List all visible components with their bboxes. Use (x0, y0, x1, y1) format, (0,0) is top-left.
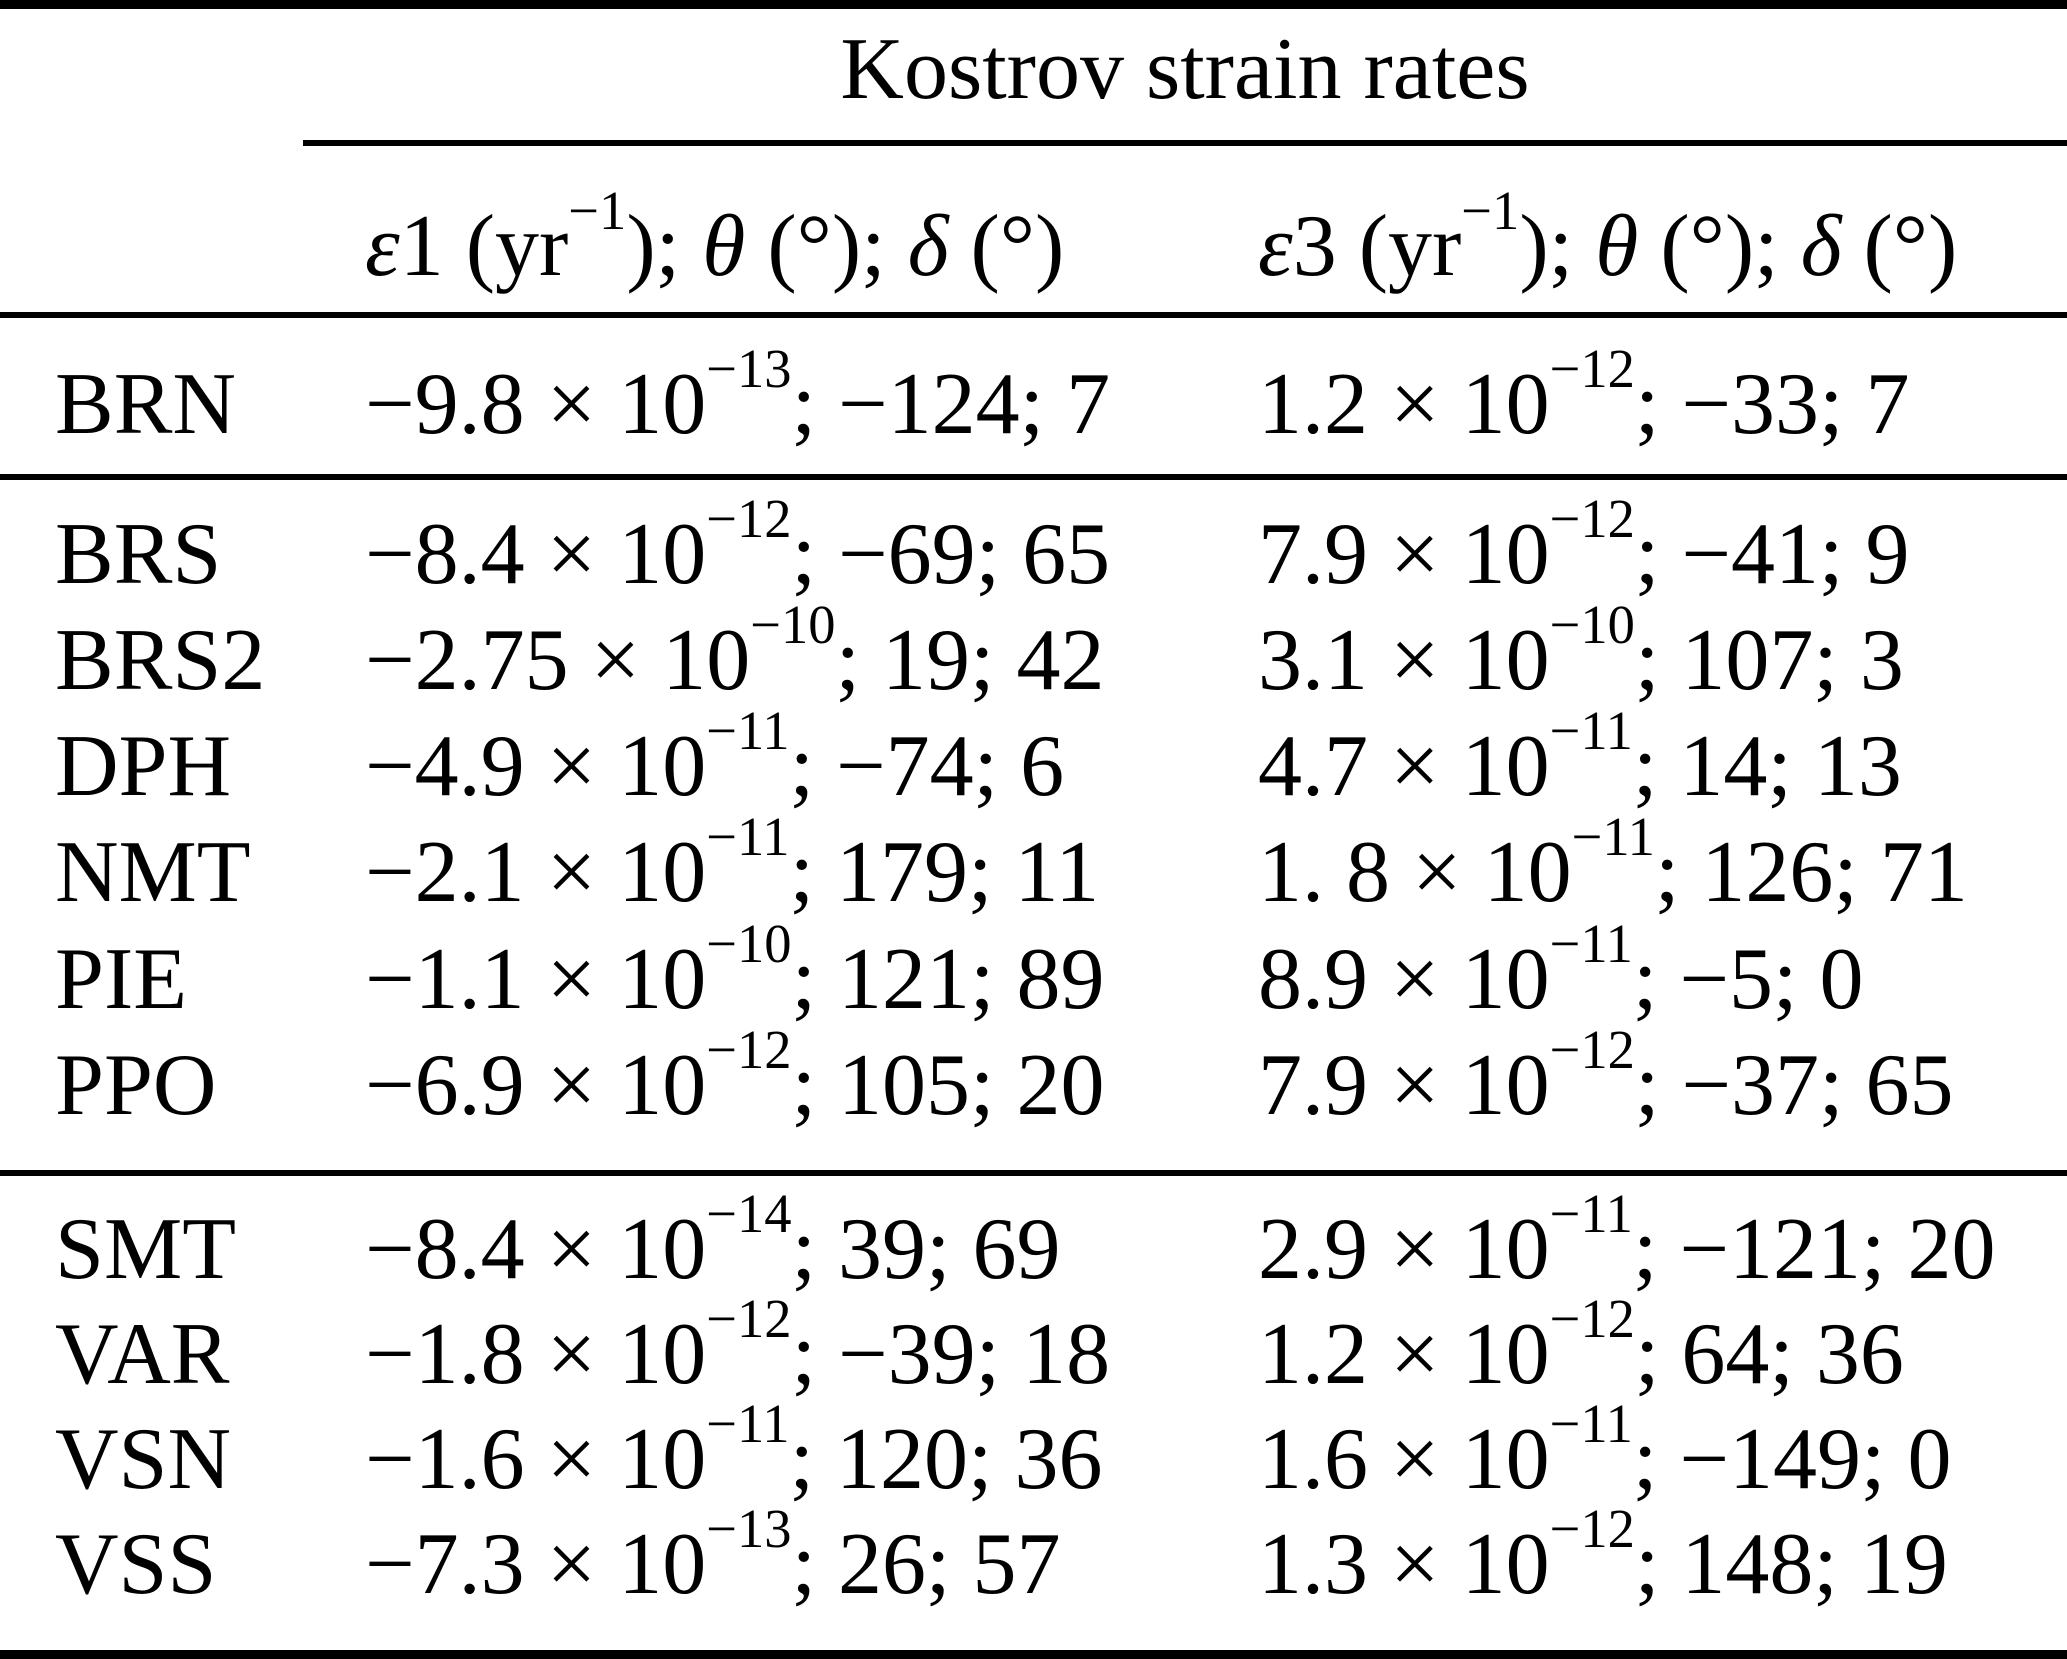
theta-degree-unit: (°); (745, 198, 908, 295)
value-angles: ; −121; 20 (1632, 1201, 1996, 1298)
value-exponent: −12 (1549, 1497, 1635, 1559)
value-exponent: −10 (750, 593, 836, 655)
e3-value (1258, 1392, 1952, 1508)
value-exponent: −12 (706, 487, 792, 549)
station-code: VAR (55, 1306, 230, 1403)
value-mantissa: 3.1 × 10 (1258, 612, 1550, 709)
epsilon1-symbol: ε (365, 198, 400, 295)
delta-degree-unit: (°) (948, 198, 1065, 295)
theta-symbol: θ (702, 198, 746, 295)
e3-value (1258, 805, 1968, 921)
value-angles: ; −149; 0 (1632, 1411, 1952, 1508)
value-angles: ; 107; 3 (1634, 612, 1904, 709)
e1-value (365, 337, 1111, 453)
value-angles: ; 19; 42 (835, 612, 1105, 709)
e3-separator: ); (1519, 198, 1596, 295)
delta-symbol: δ (1800, 198, 1842, 295)
value-mantissa: 8.9 × 10 (1258, 931, 1550, 1028)
delta-degree-unit: (°) (1841, 198, 1958, 295)
value-exponent: −11 (1571, 805, 1655, 867)
theta-degree-unit: (°); (1638, 198, 1801, 295)
value-mantissa: −7.3 × 10 (365, 1516, 707, 1613)
value-angles: ; 121; 89 (791, 931, 1105, 1028)
value-mantissa: 1.2 × 10 (1258, 1306, 1550, 1403)
value-exponent: −11 (706, 699, 790, 761)
e1-value (365, 1287, 1111, 1403)
value-angles: ; −33; 7 (1634, 356, 1910, 453)
value-mantissa: −1.6 × 10 (365, 1411, 707, 1508)
station-code: PIE (55, 931, 187, 1028)
value-angles: ; 14; 13 (1632, 718, 1902, 815)
value-mantissa: 4.7 × 10 (1258, 718, 1550, 815)
table-title: Kostrov strain rates (840, 21, 1530, 118)
value-exponent: −11 (706, 805, 790, 867)
value-angles: ; 39; 69 (791, 1201, 1061, 1298)
rule-section-2 (0, 1170, 2067, 1176)
e1-value (365, 699, 1065, 815)
e3-unit-exponent: −1 (1461, 179, 1520, 241)
e1-value (365, 805, 1100, 921)
e3-unit-prefix: 3 (yr (1292, 198, 1462, 295)
e3-value (1258, 912, 1864, 1028)
e3-value (1258, 1182, 1996, 1298)
e1-value (365, 1392, 1103, 1508)
value-mantissa: −9.8 × 10 (365, 356, 707, 453)
value-angles: ; −41; 9 (1634, 506, 1910, 603)
station-code: PPO (55, 1037, 217, 1134)
col-header-e1 (365, 179, 1065, 295)
value-angles: ; −39; 18 (791, 1306, 1111, 1403)
e3-value (1258, 699, 1902, 815)
e1-unit-prefix: 1 (yr (399, 198, 569, 295)
value-angles: ; 126; 71 (1654, 824, 1968, 921)
value-exponent: −12 (706, 1287, 792, 1349)
value-angles: ; 26; 57 (791, 1516, 1061, 1613)
value-exponent: −10 (706, 912, 792, 974)
value-exponent: −11 (1549, 1392, 1633, 1454)
station-code: BRS (55, 506, 222, 603)
e1-unit-exponent: −1 (568, 179, 627, 241)
value-angles: ; −5; 0 (1632, 931, 1864, 1028)
value-exponent: −13 (706, 337, 792, 399)
e1-separator: ); (626, 198, 703, 295)
value-exponent: −13 (706, 1497, 792, 1559)
value-exponent: −12 (1549, 1018, 1635, 1080)
value-exponent: −14 (706, 1182, 792, 1244)
e3-value (1258, 1497, 1948, 1613)
station-code: NMT (55, 824, 251, 921)
epsilon3-symbol: ε (1258, 198, 1293, 295)
value-exponent: −12 (706, 1018, 792, 1080)
e1-value (365, 912, 1105, 1028)
value-mantissa: 7.9 × 10 (1258, 1037, 1550, 1134)
value-angles: ; 105; 20 (791, 1037, 1105, 1134)
value-mantissa: −8.4 × 10 (365, 1201, 707, 1298)
col-header-e3 (1258, 179, 1958, 295)
value-mantissa: 1. 8 × 10 (1258, 824, 1572, 921)
value-angles: ; 120; 36 (789, 1411, 1103, 1508)
rule-bottom (0, 1650, 2067, 1659)
e3-value (1258, 487, 1910, 603)
value-exponent: −11 (1549, 699, 1633, 761)
rule-under-title (303, 140, 2067, 146)
rule-top (0, 0, 2067, 9)
theta-symbol: θ (1595, 198, 1639, 295)
value-angles: ; 179; 11 (789, 824, 1100, 921)
value-exponent: −11 (1549, 912, 1633, 974)
value-mantissa: 1.2 × 10 (1258, 356, 1550, 453)
station-code: VSN (55, 1411, 232, 1508)
value-mantissa: −4.9 × 10 (365, 718, 707, 815)
value-mantissa: 1.6 × 10 (1258, 1411, 1550, 1508)
value-exponent: −12 (1549, 1287, 1635, 1349)
e3-value (1258, 1018, 1954, 1134)
e1-value (365, 1182, 1061, 1298)
value-mantissa: 1.3 × 10 (1258, 1516, 1550, 1613)
value-mantissa: −2.1 × 10 (365, 824, 707, 921)
station-code: SMT (55, 1201, 236, 1298)
station-code: DPH (55, 718, 232, 815)
value-exponent: −10 (1549, 593, 1635, 655)
rule-under-header (0, 312, 2067, 318)
value-angles: ; −37; 65 (1634, 1037, 1954, 1134)
value-mantissa: 7.9 × 10 (1258, 506, 1550, 603)
e1-value (365, 487, 1111, 603)
station-code: VSS (55, 1516, 217, 1613)
e1-value (365, 1018, 1105, 1134)
e1-value (365, 1497, 1061, 1613)
value-mantissa: −1.1 × 10 (365, 931, 707, 1028)
e3-value (1258, 337, 1910, 453)
e3-value (1258, 1287, 1904, 1403)
value-exponent: −11 (706, 1392, 790, 1454)
station-code: BRS2 (55, 612, 266, 709)
value-mantissa: −6.9 × 10 (365, 1037, 707, 1134)
station-code: BRN (55, 356, 236, 453)
value-mantissa: 2.9 × 10 (1258, 1201, 1550, 1298)
value-angles: ; 148; 19 (1634, 1516, 1948, 1613)
value-exponent: −12 (1549, 337, 1635, 399)
value-angles: ; −74; 6 (789, 718, 1065, 815)
value-angles: ; −69; 65 (791, 506, 1111, 603)
value-angles: ; 64; 36 (1634, 1306, 1904, 1403)
value-mantissa: −8.4 × 10 (365, 506, 707, 603)
value-angles: ; −124; 7 (791, 356, 1111, 453)
e3-value (1258, 593, 1904, 709)
value-mantissa: −1.8 × 10 (365, 1306, 707, 1403)
value-mantissa: −2.75 × 10 (365, 612, 751, 709)
e1-value (365, 593, 1105, 709)
value-exponent: −12 (1549, 487, 1635, 549)
value-exponent: −11 (1549, 1182, 1633, 1244)
delta-symbol: δ (907, 198, 949, 295)
rule-section-1 (0, 474, 2067, 480)
